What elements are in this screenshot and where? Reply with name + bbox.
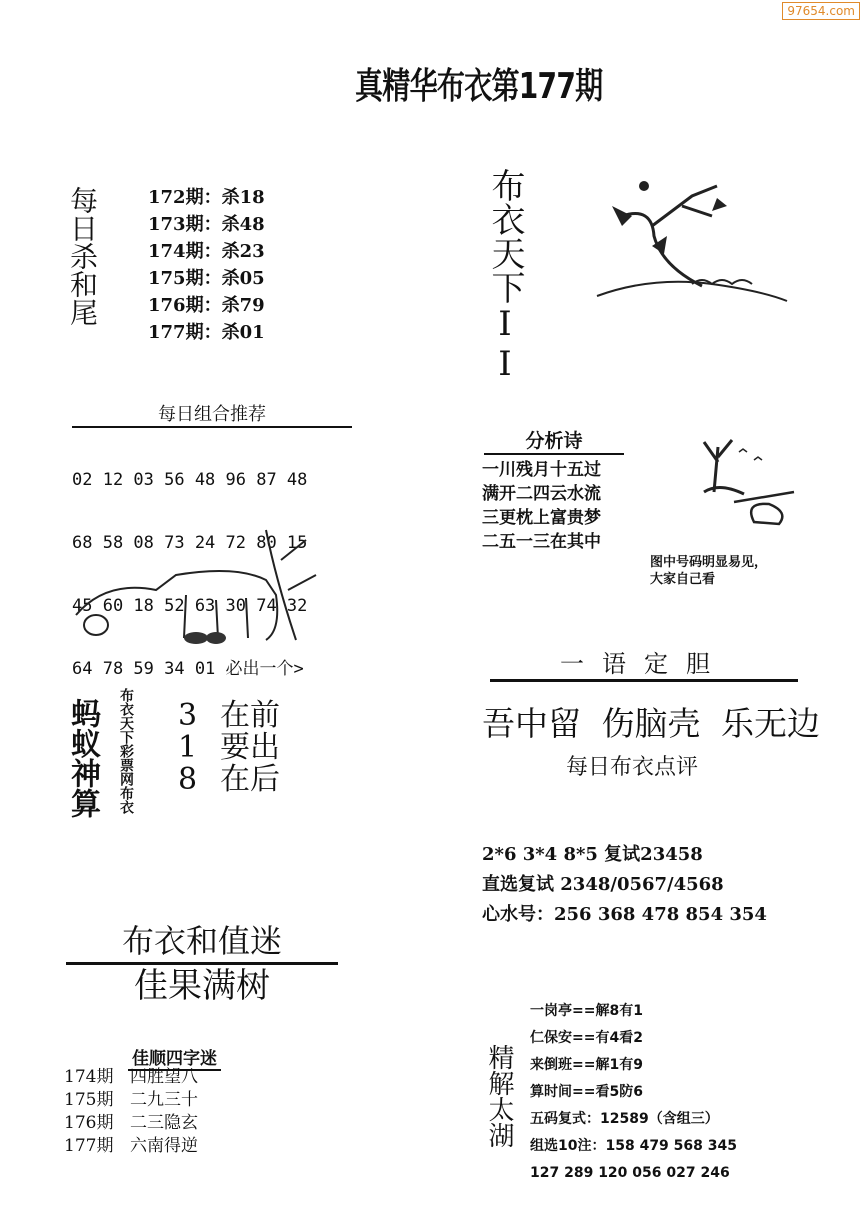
jing-line: 组选10注：158 479 568 345	[530, 1138, 737, 1154]
ant-rows	[178, 700, 280, 796]
tree-rock-illustration	[684, 432, 796, 532]
kill-item: 173期：杀48	[148, 214, 265, 235]
picks-list	[482, 840, 767, 930]
combo-row: 64 78 59 34 01 必出一个>	[72, 659, 304, 679]
riddle-title: 布衣和值迷	[66, 916, 338, 965]
four-riddle-row: 174期 四胜望八	[64, 1067, 198, 1087]
combo-row: 02 12 03 56 48 96 87 48	[72, 470, 308, 490]
four-riddle-list	[64, 1066, 198, 1158]
jing-lines	[530, 998, 737, 1187]
ant-section-label: 蚂蚁神算	[65, 698, 100, 818]
four-riddle-row: 175期 二九三十	[64, 1090, 198, 1110]
combo-row: 45 60 18 52 63 30 74 32	[72, 596, 308, 616]
jing-section-label: 精解太湖	[484, 1044, 514, 1148]
kill-section-label: 每日杀和尾	[66, 186, 99, 326]
ant-row: 1 要出	[178, 730, 280, 765]
poem-line: 一川残月十五过	[482, 460, 601, 480]
kill-item: 176期：杀79	[148, 295, 265, 316]
tree-sketch-illustration	[592, 176, 792, 316]
jing-line: 仁保安==有4看2	[530, 1030, 643, 1046]
jing-line: 一岗亭==解8有1	[530, 1003, 643, 1019]
kill-item: 175期：杀05	[148, 268, 265, 289]
ant-row: 8 在后	[178, 762, 280, 797]
page-title: 真精华布衣第177期	[355, 66, 603, 107]
yiyu-title: 一语定胆	[490, 644, 798, 682]
combo-row: 68 58 08 73 24 72 80 15	[72, 533, 308, 553]
poem-lines	[482, 458, 601, 554]
ox-sketch-illustration	[66, 520, 346, 650]
poem-line: 二五一三在其中	[482, 532, 601, 552]
jing-line: 127 289 120 056 027 246	[530, 1165, 730, 1181]
jing-line: 来倒班==解1有9	[530, 1057, 643, 1073]
poem-note: 图中号码明显易见， 大家自己看	[650, 555, 768, 587]
kill-item: 177期：杀01	[148, 322, 265, 343]
poem-title: 分析诗	[484, 426, 624, 455]
combo-title: 每日组合推荐	[72, 400, 352, 428]
pick-line: 2*6 3*4 8*5 复试23458	[482, 844, 703, 865]
pick-line: 直选复试 2348/0567/4568	[482, 874, 724, 895]
four-riddle-row: 177期 六南得逆	[64, 1136, 198, 1156]
poem-line: 满开二四云水流	[482, 484, 601, 504]
site-watermark: 97654.com	[782, 2, 860, 20]
buyi-section-label: 布衣天下II	[485, 168, 525, 384]
ant-small-text: 布衣天下彩票网布衣	[118, 688, 134, 814]
kill-list	[148, 184, 265, 346]
poem-line: 三更枕上富贵梦	[482, 508, 601, 528]
riddle-answer: 佳果满树	[134, 966, 270, 1006]
kill-item: 174期：杀23	[148, 241, 265, 262]
four-riddle-row: 176期 二三隐玄	[64, 1113, 198, 1133]
kill-item: 172期：杀18	[148, 187, 265, 208]
ant-row: 3 在前	[178, 698, 280, 733]
pick-line: 心水号：256 368 478 854 354	[482, 904, 767, 925]
daily-comment-title: 每日布衣点评	[566, 755, 699, 780]
yiyu-body: 吾中留 伤脑壳 乐无边	[482, 704, 820, 743]
four-riddle-title: 佳顺四字迷	[128, 1044, 221, 1071]
jing-line: 五码复式：12589（含组三）	[530, 1111, 719, 1127]
jing-line: 算时间==看5防6	[530, 1084, 643, 1100]
